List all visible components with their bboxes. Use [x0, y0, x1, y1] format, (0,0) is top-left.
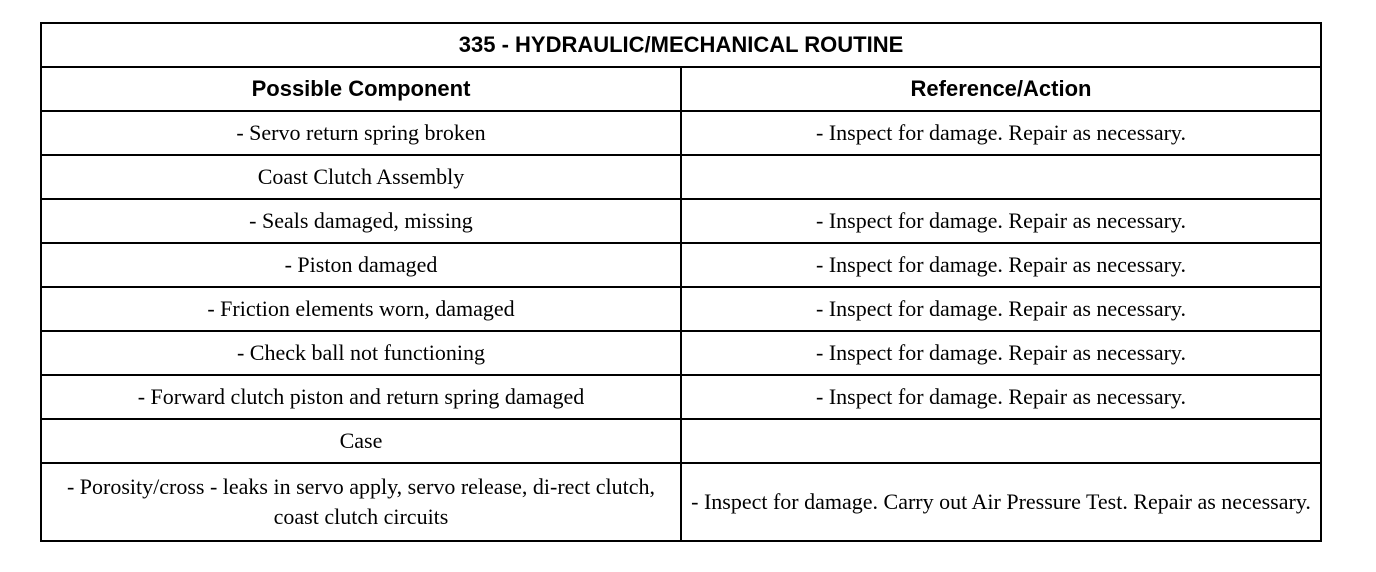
action-cell: - Inspect for damage. Repair as necessary. — [681, 243, 1321, 287]
table-title: 335 - HYDRAULIC/MECHANICAL ROUTINE — [41, 23, 1321, 67]
hydraulic-mechanical-routine-table — [40, 22, 1322, 542]
component-cell: - Servo return spring broken — [41, 111, 681, 155]
component-cell: - Forward clutch piston and return spring damaged — [41, 375, 681, 419]
table-row — [41, 419, 1321, 463]
table-header-row — [41, 67, 1321, 111]
action-cell: - Inspect for damage. Carry out Air Pressure Test. Repair as necessary. — [681, 463, 1321, 541]
action-cell: - Inspect for damage. Repair as necessary. — [681, 111, 1321, 155]
column-header-component: Possible Component — [41, 67, 681, 111]
action-cell: - Inspect for damage. Repair as necessary. — [681, 287, 1321, 331]
table-row — [41, 243, 1321, 287]
component-cell: - Porosity/cross - leaks in servo apply, servo release, di-rect clutch, coast clutch circuits — [41, 463, 681, 541]
component-cell: Coast Clutch Assembly — [41, 155, 681, 199]
table-row — [41, 199, 1321, 243]
column-header-action: Reference/Action — [681, 67, 1321, 111]
component-cell: - Friction elements worn, damaged — [41, 287, 681, 331]
table-row — [41, 287, 1321, 331]
table-row — [41, 331, 1321, 375]
component-cell: - Check ball not functioning — [41, 331, 681, 375]
table-row — [41, 463, 1321, 541]
action-cell: - Inspect for damage. Repair as necessary. — [681, 199, 1321, 243]
action-cell: - Inspect for damage. Repair as necessary. — [681, 331, 1321, 375]
action-cell — [681, 419, 1321, 463]
table-title-row — [41, 23, 1321, 67]
table-row — [41, 155, 1321, 199]
table-row — [41, 111, 1321, 155]
component-cell: - Piston damaged — [41, 243, 681, 287]
action-cell: - Inspect for damage. Repair as necessary. — [681, 375, 1321, 419]
component-cell: Case — [41, 419, 681, 463]
action-cell — [681, 155, 1321, 199]
table-row — [41, 375, 1321, 419]
component-cell: - Seals damaged, missing — [41, 199, 681, 243]
